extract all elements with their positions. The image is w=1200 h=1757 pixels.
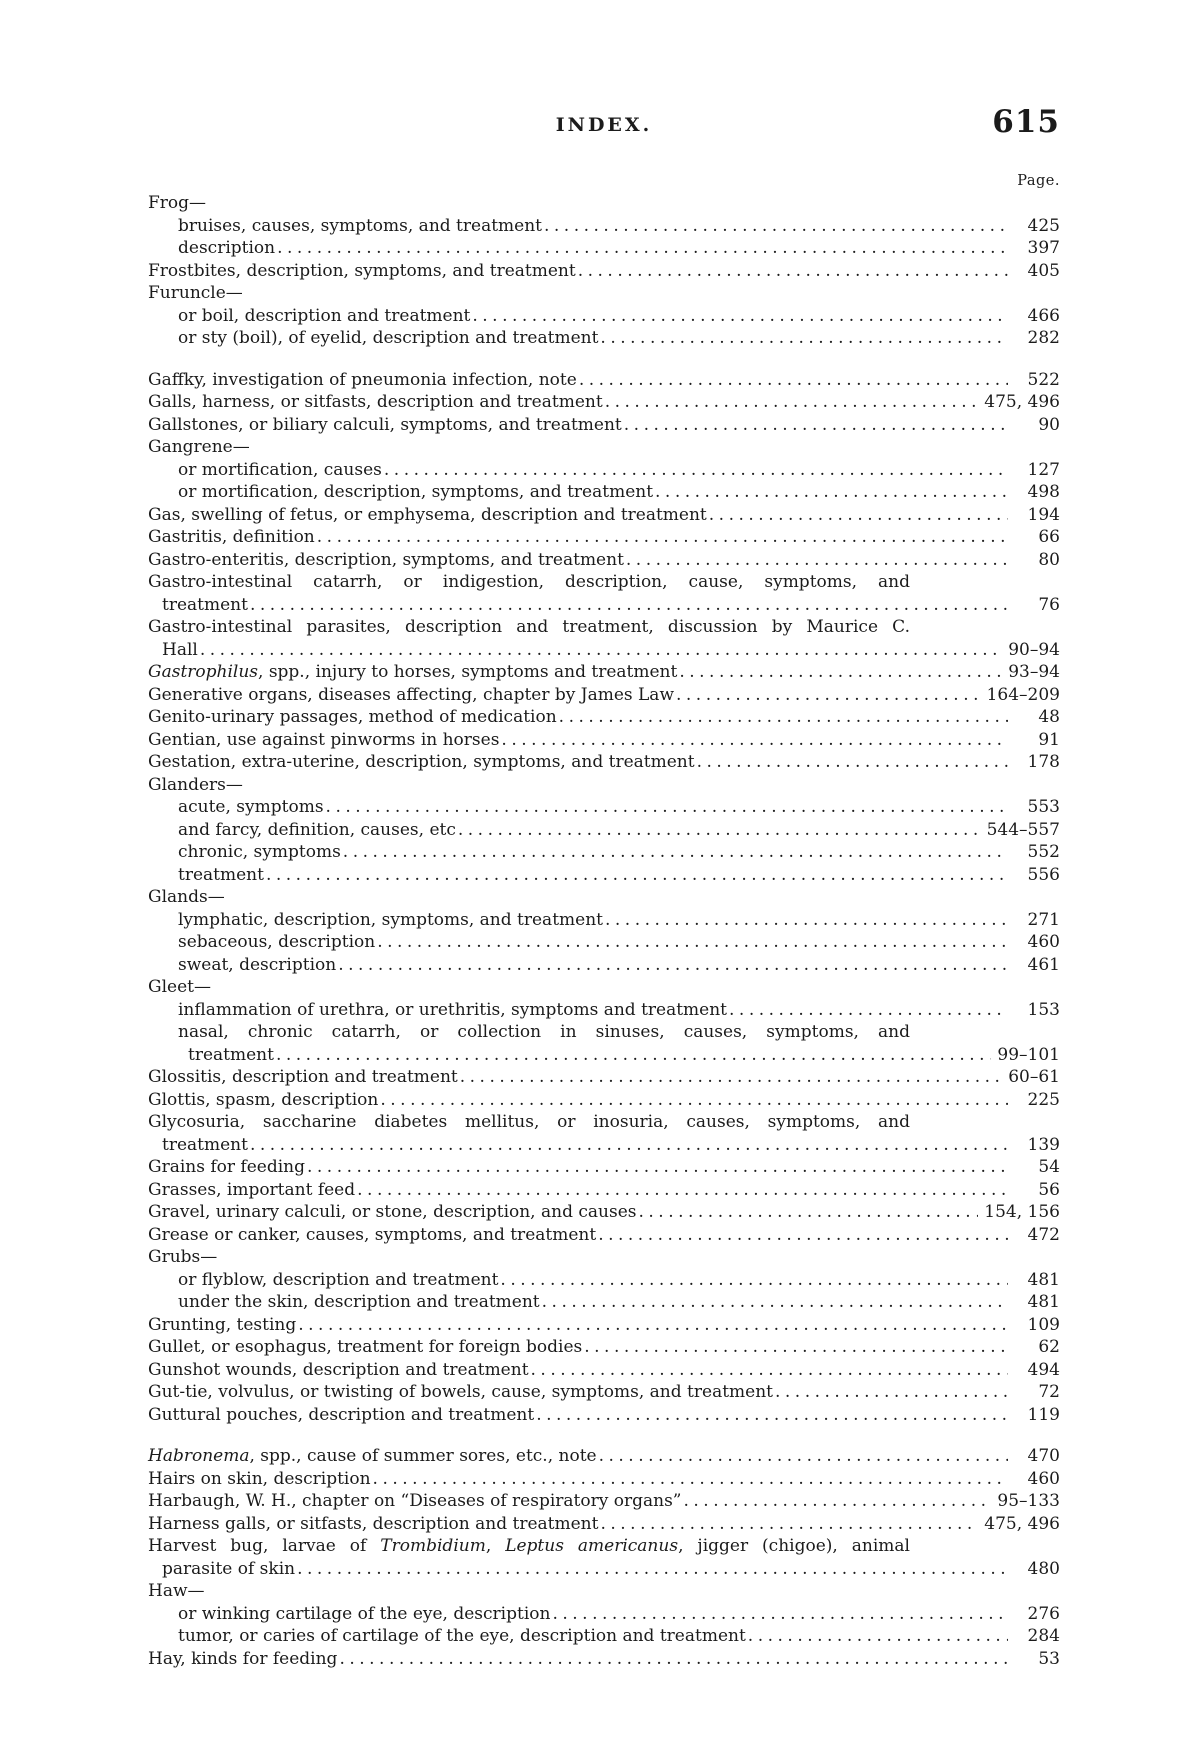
index-entry-row <box>148 1066 1060 1089</box>
entry-page-number: 66 <box>1038 527 1060 547</box>
entry-text: Gunshot wounds, description and treatment <box>148 1359 529 1380</box>
entry-text: or mortification, description, symptoms, and treatment <box>178 482 654 502</box>
dot-leader <box>472 305 1008 328</box>
index-entry-row <box>148 1625 1060 1648</box>
index-entry-row <box>148 1201 1060 1224</box>
dot-leader <box>384 459 1008 482</box>
index-entry-row <box>148 215 1060 238</box>
dot-leader <box>266 864 1008 887</box>
entry-page-number: 225 <box>1027 1089 1060 1110</box>
index-entry-row <box>148 1336 1060 1359</box>
entry-page-number: 271 <box>1027 909 1060 930</box>
entry-text: Genito-urinary passages, method of medication <box>148 707 557 727</box>
index-entry-row <box>148 1089 1060 1112</box>
dot-leader <box>599 1445 1008 1468</box>
dot-leader <box>298 1314 1008 1337</box>
entry-text: Hall <box>162 639 198 660</box>
entry-page-number: 284 <box>1027 1626 1060 1646</box>
entry-text: Harbaugh, W. H., chapter on “Diseases of respiratory organs” <box>148 1491 682 1511</box>
entry-text: Gastro-intestinal parasites, description and treatment, discussion by Maurice C. <box>148 617 910 637</box>
dot-leader <box>655 481 1008 504</box>
index-entry-row <box>148 1021 1060 1044</box>
dot-leader <box>624 414 1008 437</box>
entry-page-number: 498 <box>1027 482 1060 502</box>
entry-text: Gullet, or esophagus, treatment for foreign bodies <box>148 1337 583 1357</box>
dot-leader <box>605 909 1008 932</box>
entry-page-number: 460 <box>1027 932 1060 952</box>
entry-page-number: 522 <box>1027 369 1060 390</box>
index-heading-row <box>148 1246 1060 1269</box>
index-entry-row <box>148 661 1060 684</box>
index-entry-row <box>148 729 1060 752</box>
entry-text: or mortification, causes <box>178 459 382 480</box>
entry-page-number: 178 <box>1027 752 1060 772</box>
index-entry-row <box>148 796 1060 819</box>
entry-page-number: 56 <box>1038 1179 1060 1200</box>
entry-page-number: 90–94 <box>1008 639 1060 660</box>
entry-page-number: 72 <box>1038 1382 1060 1402</box>
entry-page-number: 397 <box>1027 238 1060 258</box>
dot-leader <box>600 1513 978 1536</box>
entry-text: Hairs on skin, description <box>148 1468 371 1489</box>
dot-leader <box>531 1359 1008 1382</box>
entry-page-number: 481 <box>1027 1292 1060 1312</box>
dot-leader <box>276 1044 991 1067</box>
dot-leader <box>679 661 1002 684</box>
entry-page-number: 405 <box>1027 260 1060 281</box>
dot-leader <box>307 1156 1008 1179</box>
entry-page-number: 466 <box>1027 305 1060 326</box>
entry-text: sebaceous, description <box>178 932 376 952</box>
entry-text: Grunting, testing <box>148 1314 297 1335</box>
letter-group-gap <box>148 350 1060 369</box>
index-entry-row <box>148 999 1060 1022</box>
index-entry-row <box>148 369 1060 392</box>
entry-text: tumor, or caries of cartilage of the eye, description and treatment <box>178 1626 746 1646</box>
entry-page-number: 475, 496 <box>984 1513 1060 1534</box>
dot-leader <box>277 237 1008 260</box>
index-entry-row <box>148 1381 1060 1404</box>
index-entry-row <box>148 1179 1060 1202</box>
dot-leader <box>500 1269 1008 1292</box>
index-entry-row <box>148 616 1060 639</box>
dot-leader <box>729 999 1008 1022</box>
entry-text: parasite of skin <box>162 1558 296 1579</box>
entry-page-number: 119 <box>1027 1404 1060 1425</box>
dot-leader <box>600 327 1008 350</box>
entry-page-number: 461 <box>1027 954 1060 975</box>
entry-page-number: 154, 156 <box>984 1202 1060 1222</box>
dot-leader <box>297 1558 1008 1581</box>
entry-text: Gangrene— <box>148 437 250 457</box>
page-column-label: Page. <box>1017 173 1060 189</box>
index-heading-row <box>148 774 1060 797</box>
index-heading-row <box>148 886 1060 909</box>
entry-page-number: 93–94 <box>1008 662 1060 682</box>
index-entry-row <box>148 841 1060 864</box>
entry-text: Gut-tie, volvulus, or twisting of bowels, cause, symptoms, and treatment <box>148 1382 773 1402</box>
entry-page-number: 90 <box>1038 414 1060 435</box>
index-entry-row <box>148 571 1060 594</box>
entry-text: Generative organs, diseases affecting, chapter by James Law <box>148 684 674 705</box>
entry-text: treatment <box>178 864 264 885</box>
dot-leader <box>339 1648 1008 1671</box>
entry-text: Grains for feeding <box>148 1157 305 1177</box>
entry-text: Gastro-enteritis, description, symptoms, and treatment <box>148 549 624 570</box>
dot-leader <box>380 1089 1008 1112</box>
folio-page-number: 615 <box>992 104 1060 140</box>
entry-text: Gleet— <box>148 977 211 997</box>
index-entry-row <box>148 526 1060 549</box>
entry-page-number: 472 <box>1027 1224 1060 1245</box>
entry-text: Glanders— <box>148 774 243 795</box>
index-entry-row <box>148 1558 1060 1581</box>
entry-text: Gastro-intestinal catarrh, or indigestion, description, cause, symptoms, and <box>148 572 910 592</box>
index-heading-row <box>148 282 1060 305</box>
page-title: INDEX. <box>555 114 653 136</box>
index-entry-row <box>148 1535 1060 1558</box>
entry-page-number: 153 <box>1027 999 1060 1020</box>
entry-text: inflammation of urethra, or urethritis, symptoms and treatment <box>178 999 728 1020</box>
entry-text: or winking cartilage of the eye, description <box>178 1603 551 1624</box>
index-entry-row <box>148 1224 1060 1247</box>
entry-page-number: 48 <box>1038 707 1060 727</box>
dot-leader <box>584 1336 1008 1359</box>
index-heading-row <box>148 976 1060 999</box>
entry-text: Frog— <box>148 193 207 213</box>
index-entry-row <box>148 481 1060 504</box>
entry-page-number: 544–557 <box>986 819 1060 840</box>
entry-page-number: 553 <box>1027 797 1060 817</box>
entry-page-number: 99–101 <box>997 1044 1060 1065</box>
index-entry-row <box>148 954 1060 977</box>
dot-leader <box>357 1179 1008 1202</box>
index-entry-row <box>148 414 1060 437</box>
index-heading-row <box>148 1580 1060 1603</box>
entry-text: Harvest bug, larvae of Trombidium, Leptus americanus, jigger (chigoe), animal <box>148 1536 910 1556</box>
entry-text: Gastrophilus, spp., injury to horses, symptoms and treatment <box>148 662 678 682</box>
entry-page-number: 425 <box>1027 215 1060 236</box>
entry-page-number: 109 <box>1027 1314 1060 1335</box>
dot-leader <box>748 1625 1008 1648</box>
entry-page-number: 470 <box>1027 1446 1060 1466</box>
entry-text: description <box>178 238 276 258</box>
index-entry-row <box>148 639 1060 662</box>
dot-leader <box>458 819 981 842</box>
entry-text: Glycosuria, saccharine diabetes mellitus, or inosuria, causes, symptoms, and <box>148 1112 910 1132</box>
index-content <box>148 170 1060 1670</box>
entry-text: nasal, chronic catarrh, or collection in sinuses, causes, symptoms, and <box>178 1022 910 1042</box>
entry-text: bruises, causes, symptoms, and treatment <box>178 215 542 236</box>
page-header <box>148 104 1060 154</box>
entry-page-number: 91 <box>1038 729 1060 750</box>
entry-text: Grubs— <box>148 1247 218 1267</box>
entry-text: Glossitis, description and treatment <box>148 1067 458 1087</box>
dot-leader <box>676 684 981 707</box>
entry-text: Galls, harness, or sitfasts, description and treatment <box>148 392 603 412</box>
entry-text: or boil, description and treatment <box>178 305 471 326</box>
entry-text: or sty (boil), of eyelid, description and treatment <box>178 328 599 348</box>
entry-text: or flyblow, description and treatment <box>178 1269 499 1290</box>
dot-leader <box>626 549 1008 572</box>
entry-page-number: 282 <box>1027 328 1060 348</box>
index-entry-row <box>148 1404 1060 1427</box>
entry-page-number: 276 <box>1027 1603 1060 1624</box>
index-entry-row <box>148 260 1060 283</box>
entry-text: Gastritis, definition <box>148 527 315 547</box>
entry-text: Grease or canker, causes, symptoms, and treatment <box>148 1224 597 1245</box>
entry-page-number: 53 <box>1038 1648 1060 1669</box>
entry-text: sweat, description <box>178 954 337 975</box>
dot-leader <box>377 931 1008 954</box>
index-entry-row <box>148 1445 1060 1468</box>
index-entry-row <box>148 1648 1060 1671</box>
index-entry-row <box>148 751 1060 774</box>
entry-text: treatment <box>188 1044 274 1065</box>
dot-leader <box>200 639 1002 662</box>
entry-text: Gravel, urinary calculi, or stone, description, and causes <box>148 1202 637 1222</box>
entry-page-number: 475, 496 <box>984 392 1060 412</box>
entry-page-number: 62 <box>1038 1337 1060 1357</box>
index-entry-row <box>148 1468 1060 1491</box>
dot-leader <box>579 369 1008 392</box>
index-entry-row <box>148 391 1060 414</box>
dot-leader <box>542 1291 1008 1314</box>
dot-leader <box>338 954 1008 977</box>
entry-page-number: 127 <box>1027 459 1060 480</box>
entry-text: under the skin, description and treatment <box>178 1292 540 1312</box>
dot-leader <box>536 1404 1008 1427</box>
entry-text: Gestation, extra-uterine, description, symptoms, and treatment <box>148 752 695 772</box>
entry-text: Furuncle— <box>148 283 243 303</box>
entry-text: Hay, kinds for feeding <box>148 1648 338 1669</box>
index-entry-row <box>148 684 1060 707</box>
entry-page-number: 194 <box>1027 504 1060 525</box>
index-entry-row <box>148 594 1060 617</box>
index-entry-row <box>148 1044 1060 1067</box>
index-entry-row <box>148 819 1060 842</box>
index-heading-row <box>148 436 1060 459</box>
dot-leader <box>250 1134 1008 1157</box>
index-entry-row <box>148 931 1060 954</box>
dot-leader <box>552 1603 1008 1626</box>
index-entry-row <box>148 327 1060 350</box>
entry-page-number: 139 <box>1027 1134 1060 1155</box>
index-entry-row <box>148 459 1060 482</box>
dot-leader <box>460 1066 1002 1089</box>
entry-page-number: 95–133 <box>997 1491 1060 1511</box>
entry-text: chronic, symptoms <box>178 842 341 862</box>
entry-text: treatment <box>162 1134 248 1155</box>
entry-page-number: 80 <box>1038 549 1060 570</box>
dot-leader <box>578 260 1008 283</box>
dot-leader <box>544 215 1008 238</box>
entry-page-number: 460 <box>1027 1468 1060 1489</box>
index-entry-row <box>148 1490 1060 1513</box>
dot-leader <box>373 1468 1008 1491</box>
entry-text: Harness galls, or sitfasts, description and treatment <box>148 1513 599 1534</box>
index-entry-list <box>148 192 1060 1670</box>
entry-text: and farcy, definition, causes, etc <box>178 819 456 840</box>
entry-text: Haw— <box>148 1581 205 1601</box>
index-entry-row <box>148 864 1060 887</box>
letter-group-gap <box>148 1426 1060 1445</box>
entry-text: Gentian, use against pinworms in horses <box>148 729 500 750</box>
entry-text: Gallstones, or biliary calculi, symptoms, and treatment <box>148 414 622 435</box>
entry-text: Glands— <box>148 887 225 907</box>
entry-page-number: 76 <box>1038 594 1060 615</box>
entry-text: Guttural pouches, description and treatment <box>148 1404 535 1425</box>
entry-page-number: 556 <box>1027 864 1060 885</box>
dot-leader <box>326 796 1008 819</box>
index-entry-row <box>148 237 1060 260</box>
entry-page-number: 552 <box>1027 842 1060 862</box>
index-entry-row <box>148 909 1060 932</box>
index-entry-row <box>148 1603 1060 1626</box>
dot-leader <box>343 841 1008 864</box>
entry-page-number: 54 <box>1038 1157 1060 1177</box>
entry-page-number: 480 <box>1027 1558 1060 1579</box>
entry-text: acute, symptoms <box>178 797 324 817</box>
dot-leader <box>775 1381 1008 1404</box>
entry-text: Frostbites, description, symptoms, and treatment <box>148 260 576 281</box>
index-entry-row <box>148 1359 1060 1382</box>
index-entry-row <box>148 504 1060 527</box>
dot-leader <box>317 526 1008 549</box>
index-heading-row <box>148 192 1060 215</box>
dot-leader <box>709 504 1008 527</box>
dot-leader <box>598 1224 1008 1247</box>
index-entry-row <box>148 1111 1060 1134</box>
entry-text: Grasses, important feed <box>148 1179 356 1200</box>
index-entry-row <box>148 549 1060 572</box>
dot-leader <box>250 594 1008 617</box>
entry-page-number: 481 <box>1027 1269 1060 1290</box>
entry-text: Glottis, spasm, description <box>148 1089 379 1110</box>
index-entry-row <box>148 1513 1060 1536</box>
entry-text: Habronema, spp., cause of summer sores, etc., note <box>148 1446 597 1466</box>
index-entry-row <box>148 305 1060 328</box>
index-entry-row <box>148 1291 1060 1314</box>
dot-leader <box>697 751 1008 774</box>
dot-leader <box>605 391 979 414</box>
entry-text: lymphatic, description, symptoms, and treatment <box>178 909 603 930</box>
entry-text: Gaffky, investigation of pneumonia infection, note <box>148 369 577 390</box>
index-entry-row <box>148 706 1060 729</box>
index-entry-row <box>148 1269 1060 1292</box>
index-entry-row <box>148 1314 1060 1337</box>
entry-text: Gas, swelling of fetus, or emphysema, description and treatment <box>148 504 707 525</box>
index-entry-row <box>148 1134 1060 1157</box>
index-entry-row <box>148 1156 1060 1179</box>
dot-leader <box>684 1490 992 1513</box>
entry-page-number: 494 <box>1027 1359 1060 1380</box>
dot-leader <box>501 729 1008 752</box>
entry-text: treatment <box>162 594 248 615</box>
dot-leader <box>559 706 1008 729</box>
entry-page-number: 60–61 <box>1008 1067 1060 1087</box>
dot-leader <box>638 1201 978 1224</box>
entry-page-number: 164–209 <box>986 684 1060 705</box>
